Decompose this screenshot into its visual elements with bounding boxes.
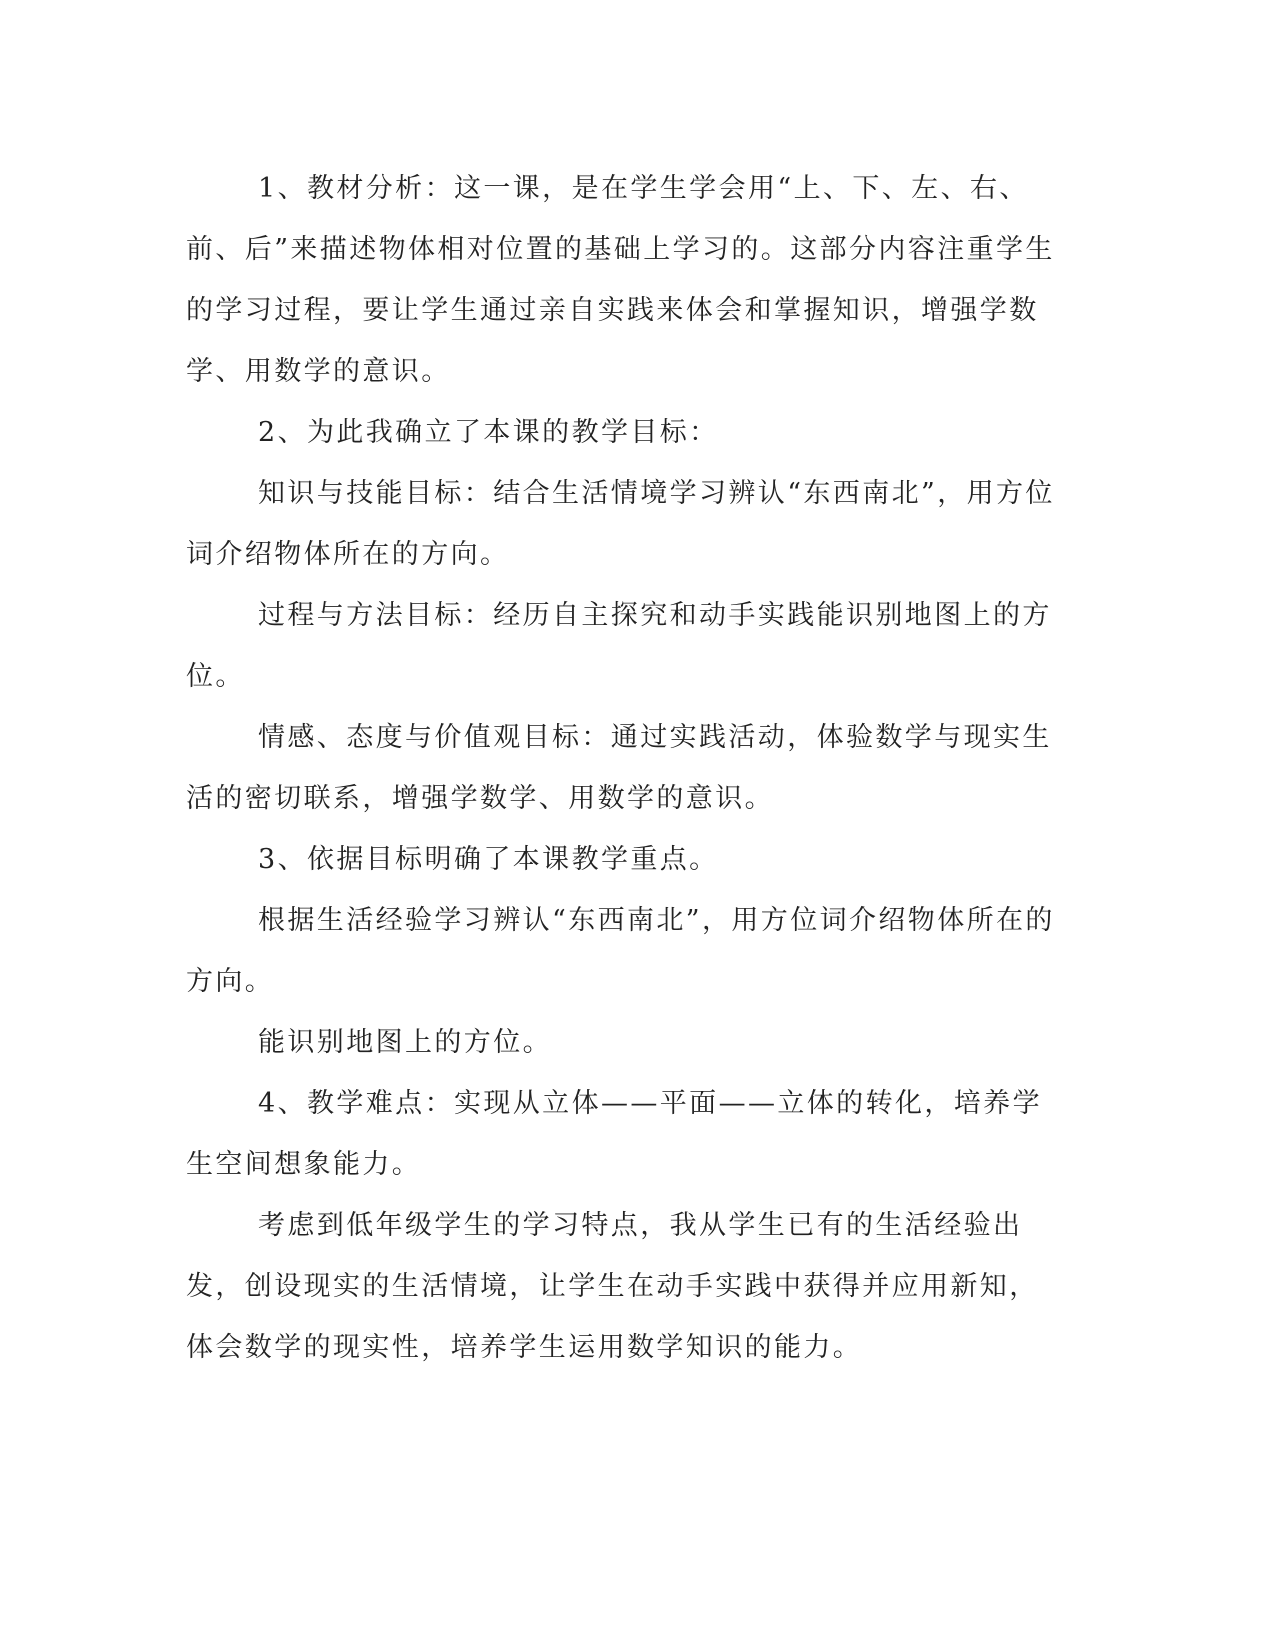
paragraph-key-point-map: 能识别地图上的方位。 — [258, 1027, 552, 1058]
document-body — [186, 158, 1066, 1378]
paragraph-teaching-approach: 考虑到低年级学生的学习特点，我从学生已有的生活经验出发，创设现实的生活情境，让学生在动手实践中获得并应用新知，体会数学的现实性，培养学生运用数学知识的能力。 — [186, 1210, 1039, 1363]
paragraph-process-goal: 过程与方法目标：经历自主探究和动手实践能识别地图上的方位。 — [186, 600, 1052, 692]
paragraph-emotion-goal: 情感、态度与价值观目标：通过实践活动，体验数学与现实生活的密切联系，增强学数学、用数学的意识。 — [186, 722, 1052, 814]
paragraph-knowledge-goal: 知识与技能目标：结合生活情境学习辨认“东西南北”，用方位词介绍物体所在的方向。 — [186, 478, 1055, 570]
paragraph-difficulty: 4、教学难点：实现从立体——平面——立体的转化，培养学生空间想象能力。 — [186, 1088, 1042, 1180]
paragraph-textbook-analysis: 1、教材分析：这一课，是在学生学会用“上、下、左、右、前、后”来描述物体相对位置的基础上学习的。这部分内容注重学生的学习过程，要让学生通过亲自实践来体会和掌握知识，增强学数学、用数学的意识。 — [186, 173, 1055, 387]
paragraph-key-point-directions: 根据生活经验学习辨认“东西南北”，用方位词介绍物体所在的方向。 — [186, 905, 1055, 997]
paragraph-key-points-heading: 3、依据目标明确了本课教学重点。 — [258, 844, 719, 875]
paragraph-teaching-goals-heading: 2、为此我确立了本课的教学目标： — [258, 417, 719, 448]
